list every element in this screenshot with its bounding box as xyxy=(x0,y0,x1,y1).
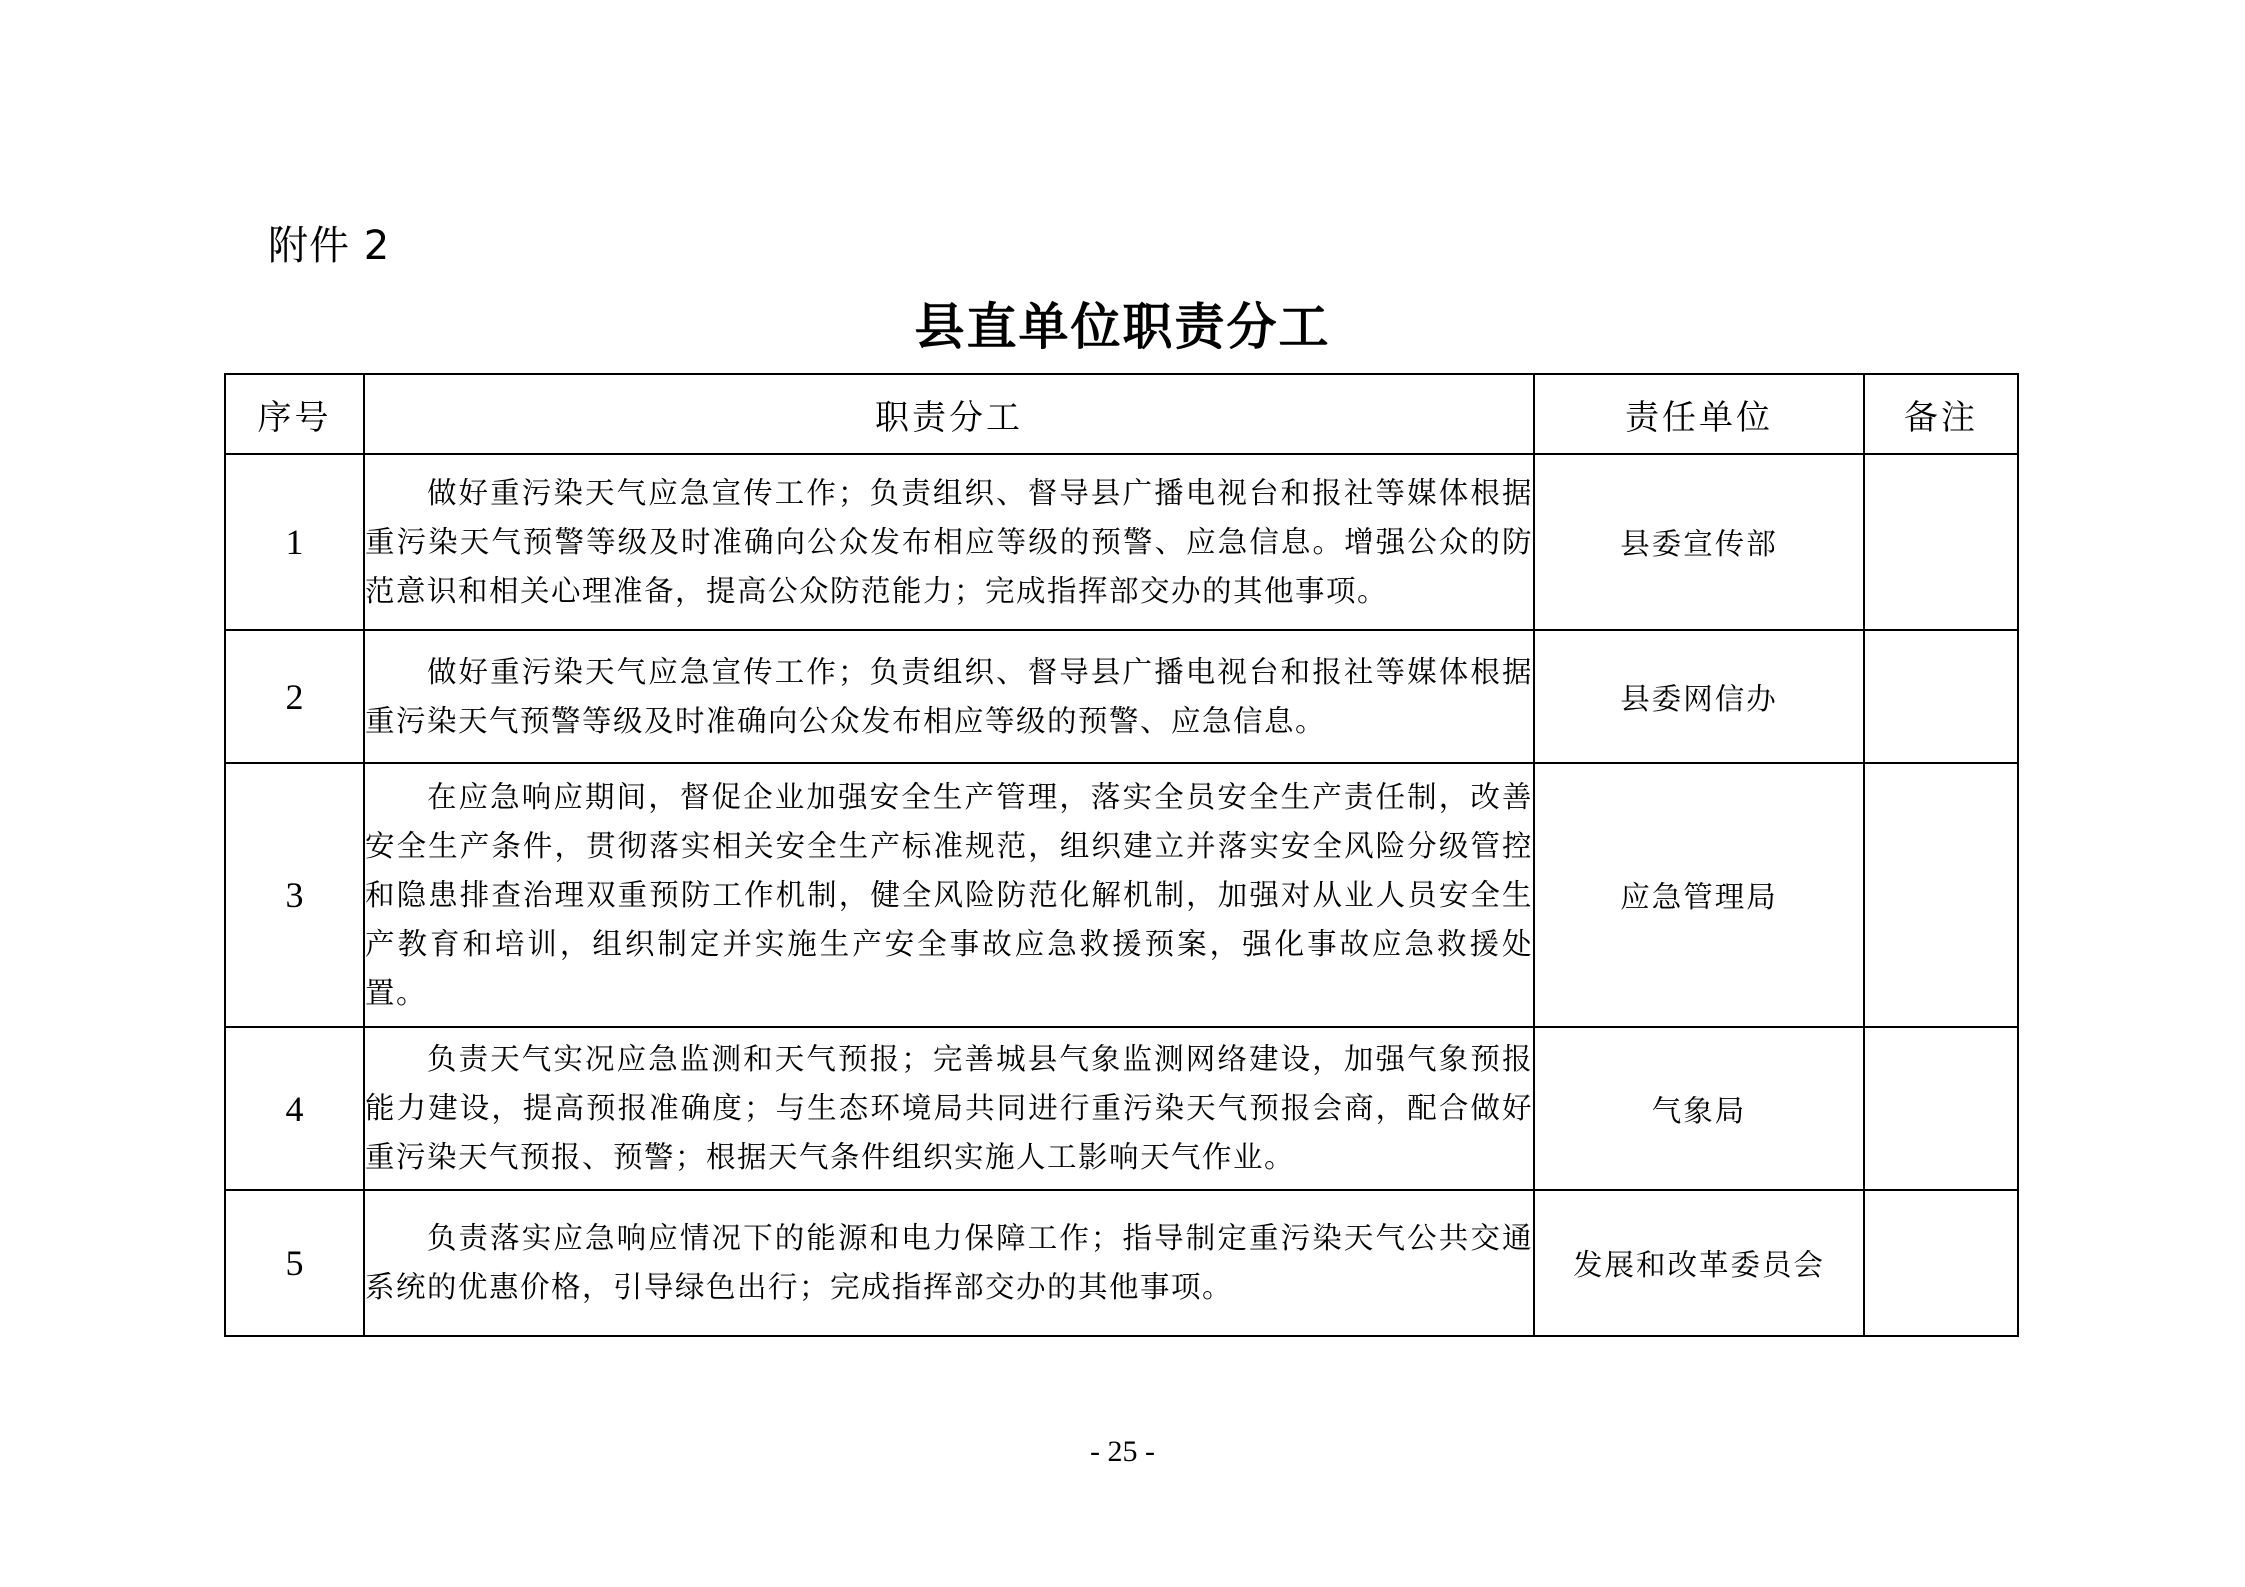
row-note xyxy=(1864,1027,2018,1190)
duty-text: 负责天气实况应急监测和天气预报；完善城县气象监测网络建设，加强气象预报能力建设，提高预报准确度；与生态环境局共同进行重污染天气预报会商，配合做好重污染天气预报、预警；根据天气条件组织实施人工影响天气作业。 xyxy=(365,1042,1533,1174)
row-duty xyxy=(364,630,1534,763)
row-note xyxy=(1864,1190,2018,1336)
header-index: 序号 xyxy=(225,374,364,454)
row-duty xyxy=(364,454,1534,630)
header-duty: 职责分工 xyxy=(364,374,1534,454)
header-unit: 责任单位 xyxy=(1534,374,1864,454)
row-note xyxy=(1864,763,2018,1027)
row-unit: 县委网信办 xyxy=(1534,630,1864,763)
table-row xyxy=(225,454,2018,630)
attachment-label: 附件 2 xyxy=(268,223,391,269)
row-index: 4 xyxy=(225,1027,364,1190)
duty-text: 在应急响应期间，督促企业加强安全生产管理，落实全员安全生产责任制，改善安全生产条件，贯彻落实相关安全生产标准规范，组织建立并落实安全风险分级管控和隐患排查治理双重预防工作机制，健全风险防范化解机制，加强对从业人员安全生产教育和培训，组织制定并实施生产安全事故应急救援预案，强化事故应急救援处置。 xyxy=(365,779,1533,1010)
row-unit: 气象局 xyxy=(1534,1027,1864,1190)
row-index: 5 xyxy=(225,1190,364,1336)
table-header-row xyxy=(225,374,2018,454)
row-duty xyxy=(364,1190,1534,1336)
duty-text: 负责落实应急响应情况下的能源和电力保障工作；指导制定重污染天气公共交通系统的优惠价格，引导绿色出行；完成指挥部交办的其他事项。 xyxy=(365,1221,1533,1304)
table-row xyxy=(225,763,2018,1027)
page-number: - 25 - xyxy=(1090,1435,1155,1468)
table-row xyxy=(225,1190,2018,1336)
duty-table xyxy=(224,373,2019,1337)
row-note xyxy=(1864,630,2018,763)
row-duty xyxy=(364,763,1534,1027)
document-title: 县直单位职责分工 xyxy=(914,297,1331,356)
header-note: 备注 xyxy=(1864,374,2018,454)
duty-text: 做好重污染天气应急宣传工作；负责组织、督导县广播电视台和报社等媒体根据重污染天气预警等级及时准确向公众发布相应等级的预警、应急信息。 xyxy=(365,654,1533,738)
row-index: 2 xyxy=(225,630,364,763)
row-duty xyxy=(364,1027,1534,1190)
row-note xyxy=(1864,454,2018,630)
row-unit: 应急管理局 xyxy=(1534,763,1864,1027)
row-index: 3 xyxy=(225,763,364,1027)
duty-text: 做好重污染天气应急宣传工作；负责组织、督导县广播电视台和报社等媒体根据重污染天气预警等级及时准确向公众发布相应等级的预警、应急信息。增强公众的防范意识和相关心理准备，提高公众防范能力；完成指挥部交办的其他事项。 xyxy=(365,475,1533,608)
row-index: 1 xyxy=(225,454,364,630)
table-row xyxy=(225,1027,2018,1190)
row-unit: 县委宣传部 xyxy=(1534,454,1864,630)
row-unit: 发展和改革委员会 xyxy=(1534,1190,1864,1336)
table-row xyxy=(225,630,2018,763)
